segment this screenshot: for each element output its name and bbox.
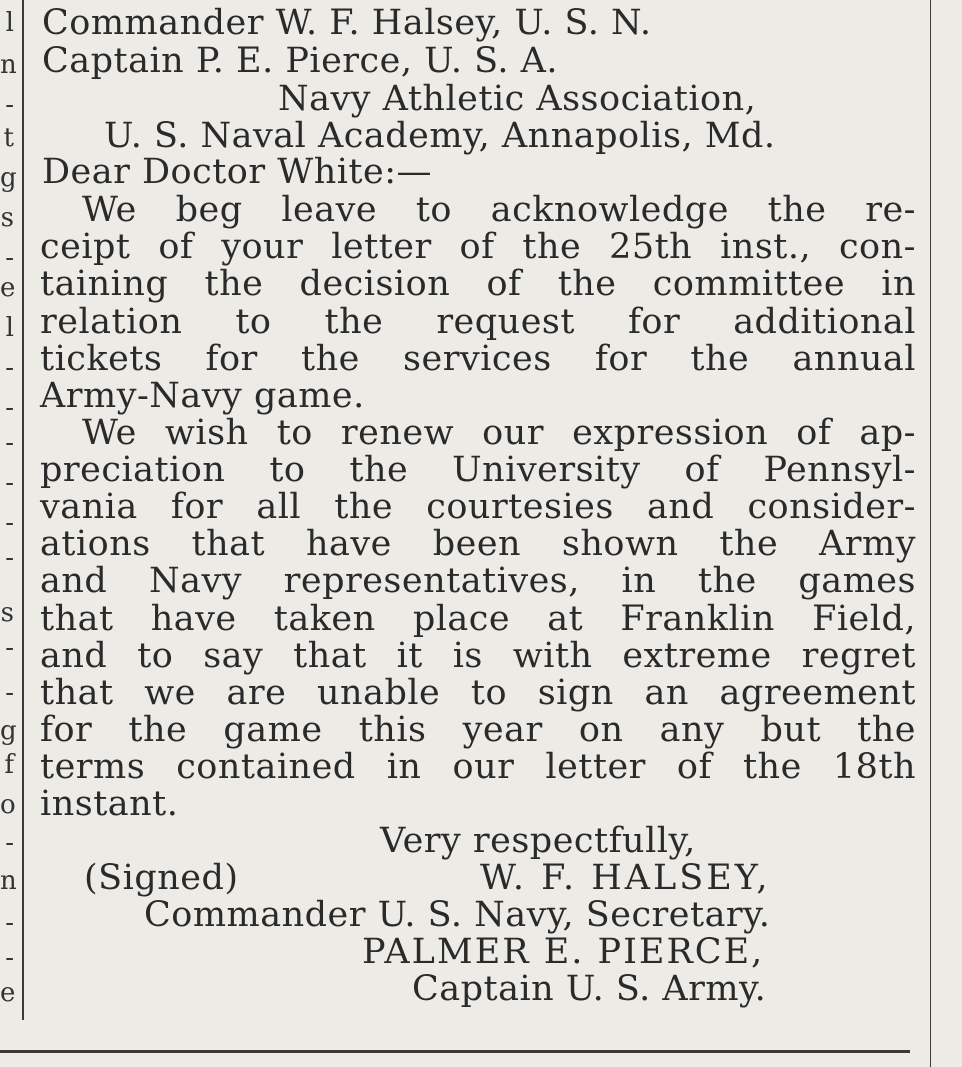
gutter-fragment: - [5,508,14,538]
gutter-fragment: - [5,543,14,573]
gutter-fragment: - [5,678,14,708]
header-line: U. S. Naval Academy, Annapolis, Md. [104,116,776,156]
body-line: that have taken place at Franklin Field, [40,599,916,639]
body-line: relation to the request for additional [40,302,916,342]
salutation: Dear Doctor White:— [42,152,433,192]
gutter-fragment: n [0,866,17,896]
gutter-fragment: - [5,828,14,858]
gutter-fragment: - [5,428,14,458]
body-line: ations that have been shown the Army [40,524,916,564]
header-line: Navy Athletic Association, [278,79,757,119]
body-line: that we are unable to sign an agreement [40,673,916,713]
body-line: terms contained in our letter of the 18th [40,747,916,787]
gutter-fragment: - [5,243,14,273]
signer-title: Captain U. S. Army. [412,969,767,1009]
body-line: for the game this year on any but the [40,710,916,750]
body-line: vania for all the courtesies and consider- [40,487,916,527]
signer-name: W. F. HALSEY, [480,858,771,898]
gutter-fragment: - [5,633,14,663]
gutter-fragment: e [0,273,16,303]
body-line: We wish to renew our expression of ap- [82,413,916,453]
bottom-rule [0,1050,910,1053]
gutter-fragment: - [5,468,14,498]
signer-title: Commander U. S. Navy, Secretary. [144,895,771,935]
body-line: tickets for the services for the annual [40,339,916,379]
body-line: We beg leave to acknowledge the re- [82,190,916,230]
gutter-fragment: s [0,598,14,628]
body-line: and to say that it is with extreme regret [40,636,916,676]
header-line: Commander W. F. Halsey, U. S. N. [42,3,652,43]
column-rule-left [22,0,24,1020]
body-line: Army-Navy game. [40,376,365,416]
body-line: ceipt of your letter of the 25th inst., con- [40,227,916,267]
gutter-fragment: g [0,716,17,746]
body-line: and Navy representatives, in the games [40,561,916,601]
gutter-fragment: l [5,313,14,343]
closing: Very respectfully, [380,821,696,861]
gutter-fragment: - [5,353,14,383]
gutter-fragment: - [5,90,14,120]
gutter-fragment: s [0,203,14,233]
gutter-fragment: o [0,790,16,820]
signer-name: PALMER E. PIERCE, [362,932,765,972]
body-line: preciation to the University of Pennsyl- [40,450,916,490]
gutter-fragment: e [0,978,16,1008]
body-line: instant. [40,784,179,824]
gutter-fragment: - [5,393,14,423]
gutter-fragment: t [3,123,14,153]
gutter-fragment: f [4,750,14,780]
column-rule-right [930,0,931,1067]
signed-label: (Signed) [84,858,239,898]
gutter-fragment: - [5,943,14,973]
gutter-fragment: l [5,8,14,38]
gutter-fragment: - [5,908,14,938]
body-line: taining the decision of the committee in [40,264,916,304]
gutter-fragment: g [0,163,17,193]
header-line: Captain P. E. Pierce, U. S. A. [42,41,559,81]
gutter-fragment: n [0,50,17,80]
